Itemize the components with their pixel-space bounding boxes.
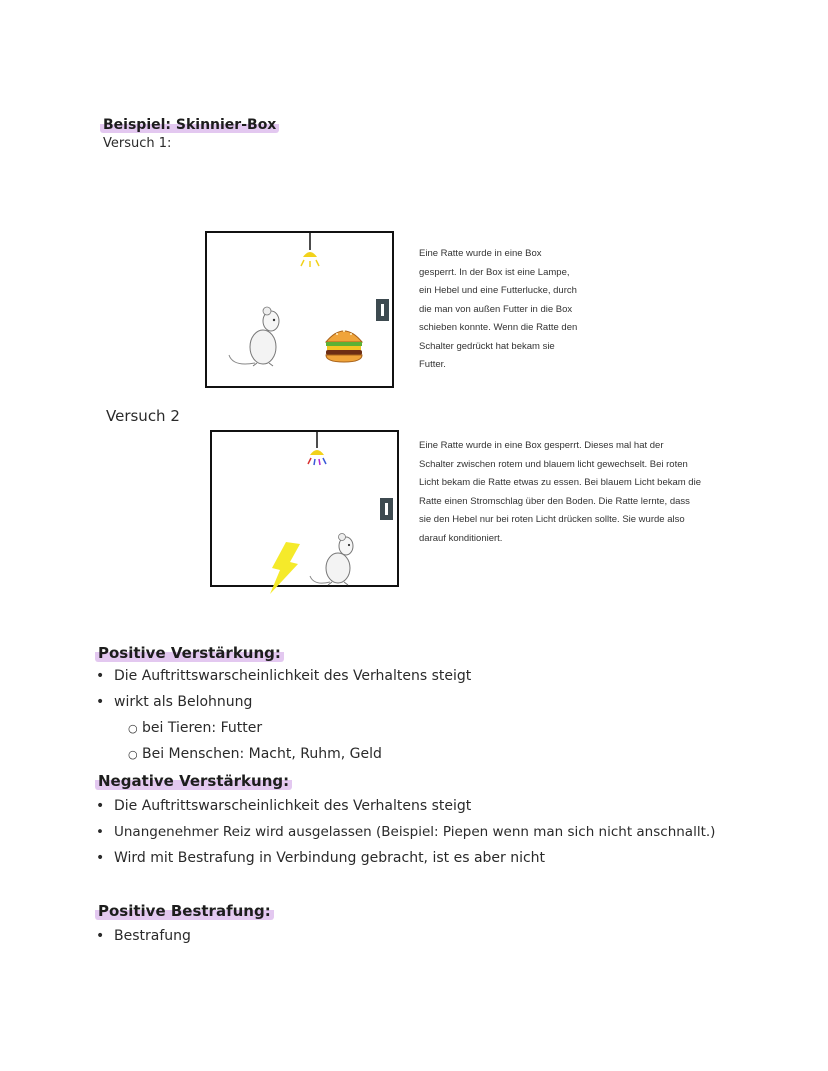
- negative-reinforcement-title: Negative Verstärkung:: [95, 772, 292, 790]
- trial2-label: Versuch 2: [106, 407, 180, 425]
- skinner-box-2: [210, 430, 399, 587]
- trial1-description-line: Schalter gedrückt hat bekam sie: [419, 340, 555, 352]
- trial2-description-line: Ratte einen Stromschlag über den Boden. Die Ratte lernte, dass: [419, 495, 690, 507]
- lever-icon: [376, 299, 389, 321]
- trial2-description-line: Schalter zwischen rotem und blauem licht gewechselt. Bei roten: [419, 458, 688, 470]
- sub-list-item-text: bei Tieren: Futter: [142, 720, 263, 736]
- lightning-icon: [266, 542, 302, 596]
- positive-punishment-title: Positive Bestrafung:: [95, 902, 274, 920]
- trial1-description-line: schieben konnte. Wenn die Ratte den: [419, 322, 578, 333]
- burger-icon: [322, 322, 366, 364]
- trial1-description: [419, 245, 619, 375]
- rat-icon: [227, 305, 287, 367]
- sub-list-item: ○ bei Tieren: Futter: [128, 720, 263, 736]
- positive-reinforcement-title: Positive Verstärkung:: [95, 644, 284, 662]
- list-item: • wirkt als Belohnung: [96, 694, 253, 710]
- example-title: Beispiel: Skinnier-Box: [100, 117, 279, 133]
- trial2-description-line: Licht bekam die Ratte etwas zu essen. Bei blauem Licht bekam die: [419, 477, 701, 488]
- list-item-text: Unangenehmer Reiz wird ausgelassen (Beispiel: Piepen wenn man sich nicht anschnallt.): [114, 824, 716, 840]
- list-item: • Die Auftrittswarscheinlichkeit des Verhaltens steigt: [96, 668, 472, 684]
- sub-list-item: ○ Bei Menschen: Macht, Ruhm, Geld: [128, 746, 382, 762]
- list-item: • Unangenehmer Reiz wird ausgelassen (Beispiel: Piepen wenn man sich nicht anschnallt.): [96, 824, 716, 840]
- trial1-label: Versuch 1:: [103, 136, 172, 151]
- rat-icon: [308, 532, 366, 586]
- list-item-text: wirkt als Belohnung: [114, 694, 253, 710]
- trial1-description-line: Eine Ratte wurde in eine Box: [419, 248, 542, 259]
- colored-lamp-icon: [302, 432, 332, 472]
- trial1-description-line: Futter.: [419, 359, 446, 370]
- list-item-text: Die Auftrittswarscheinlichkeit des Verhaltens steigt: [114, 668, 472, 684]
- skinner-box-1: [205, 231, 394, 388]
- trial2-description-line: darauf konditioniert.: [419, 532, 503, 544]
- trial2-description: [419, 437, 719, 548]
- lamp-icon: [295, 233, 325, 273]
- trial1-description-line: ein Hebel und eine Futterlucke, durch: [419, 285, 577, 296]
- trial2-description-line: sie den Hebel nur bei roten Licht drücken sollte. Sie wurde also: [419, 514, 685, 525]
- list-item: • Bestrafung: [96, 928, 191, 944]
- sub-list-item-text: Bei Menschen: Macht, Ruhm, Geld: [142, 746, 382, 762]
- trial2-description-line: Eine Ratte wurde in eine Box gesperrt. Dieses mal hat der: [419, 440, 664, 451]
- list-item: • Die Auftrittswarscheinlichkeit des Verhaltens steigt: [96, 798, 472, 814]
- lever-icon: [380, 498, 393, 520]
- trial1-description-line: die man von außen Futter in die Box: [419, 303, 573, 315]
- trial1-description-line: gesperrt. In der Box ist eine Lampe,: [419, 266, 570, 278]
- list-item-text: Bestrafung: [114, 928, 191, 944]
- list-item-text: Wird mit Bestrafung in Verbindung gebracht, ist es aber nicht: [114, 850, 546, 866]
- list-item: • Wird mit Bestrafung in Verbindung gebracht, ist es aber nicht: [96, 850, 546, 866]
- list-item-text: Die Auftrittswarscheinlichkeit des Verhaltens steigt: [114, 798, 472, 814]
